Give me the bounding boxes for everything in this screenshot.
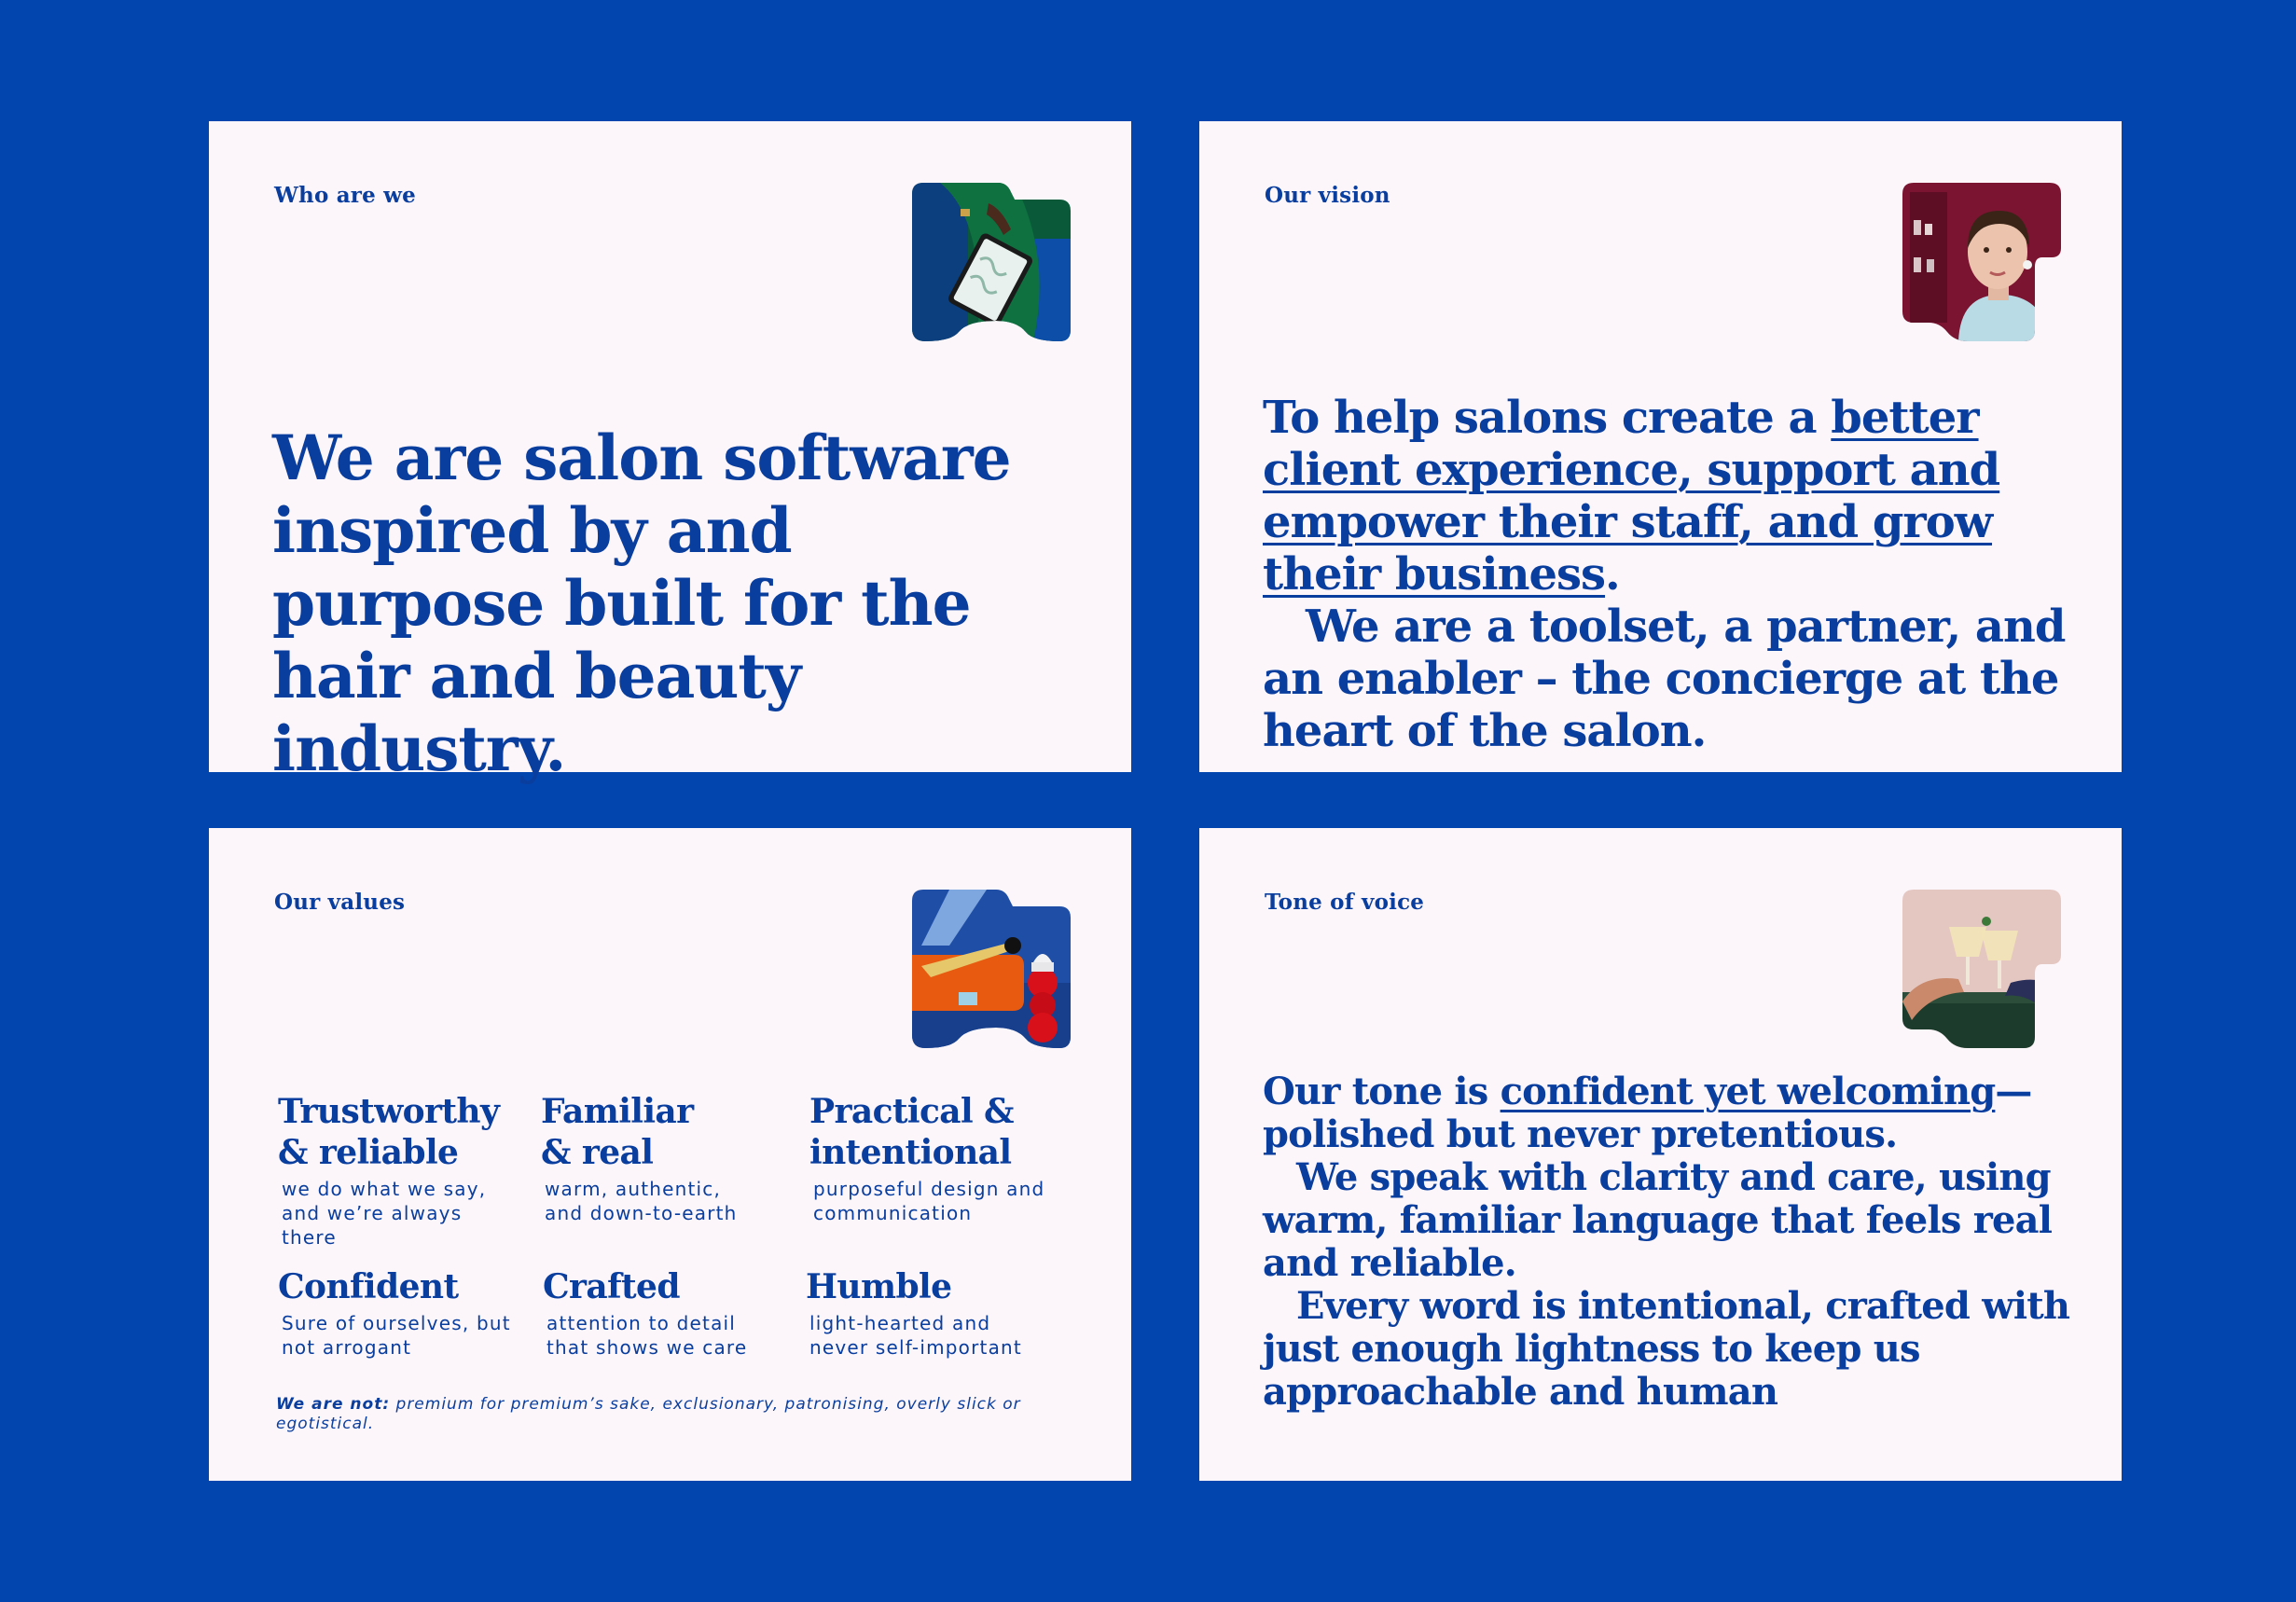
value-description: we do what we say, and we’re always there (282, 1178, 487, 1249)
card-label: Our vision (1265, 183, 1390, 208)
our-vision-card (1199, 121, 2122, 772)
our-values-card (209, 828, 1131, 1481)
value-title: Familiar & real (541, 1092, 694, 1172)
tone-highlight: confident yet welcoming (1500, 1070, 1996, 1113)
value-description: attention to detail that shows we care (546, 1312, 748, 1359)
who-are-we-card (209, 121, 1131, 785)
champagne-toast-photo-icon (1902, 890, 2061, 1048)
tone-lead: Our tone is (1263, 1070, 1501, 1113)
woman-portrait-photo-icon (1902, 183, 2061, 341)
tone-of-voice-card (1199, 828, 2122, 1481)
value-description: purposeful design and communication (813, 1178, 1045, 1224)
value-humble (806, 1266, 1030, 1360)
value-title: Confident (278, 1267, 459, 1306)
we-are-not-text: premium for premium’s sake, exclusionary, patronising, overly slick or egotistical. (276, 1395, 1021, 1433)
value-crafted (543, 1266, 767, 1360)
tone-after: — polished but never pretentious. (1263, 1070, 2032, 1156)
vision-statement (1263, 392, 2102, 757)
tone-paragraph-3: Every word is intentional, crafted with just enough lightness to keep us approachable and human (1263, 1284, 2070, 1414)
vision-lead: To help salons create a (1263, 392, 1832, 444)
value-title: Practical & intentional (809, 1092, 1014, 1172)
value-title: Trustworthy & reliable (278, 1092, 500, 1172)
value-familiar (541, 1091, 755, 1225)
value-description: light-hearted and never self-important (809, 1312, 1022, 1359)
we-are-not-label: We are not: (276, 1395, 391, 1414)
vision-period: . (1605, 548, 1620, 601)
value-practical (809, 1091, 1052, 1225)
who-headline: We are salon software inspired by and purpose built for the hair and beauty industry. (272, 421, 1011, 785)
vision-second: We are a toolset, a partner, and an enabler – the concierge at the heart of the salon. (1263, 601, 2066, 757)
we-are-not-note (276, 1395, 1022, 1434)
value-title: Humble (806, 1267, 952, 1306)
value-trustworthy (278, 1091, 520, 1250)
woman-holding-tablet-photo-icon (912, 183, 1071, 341)
vision-highlight: better client experience, support and empower their staff, and grow their business (1263, 392, 2000, 601)
value-confident (278, 1266, 511, 1360)
card-label: Who are we (274, 183, 416, 208)
chair-and-stool-photo-icon (912, 890, 1071, 1048)
tone-paragraph-2: We speak with clarity and care, using warm, familiar language that feels real and reliable. (1263, 1155, 2053, 1285)
card-label: Tone of voice (1265, 890, 1425, 915)
value-description: warm, authentic, and down-to-earth (545, 1178, 738, 1224)
tone-statement (1263, 1070, 2083, 1414)
card-label: Our values (274, 890, 406, 915)
value-title: Crafted (543, 1267, 680, 1306)
value-description: Sure of ourselves, but not arrogant (282, 1312, 511, 1359)
